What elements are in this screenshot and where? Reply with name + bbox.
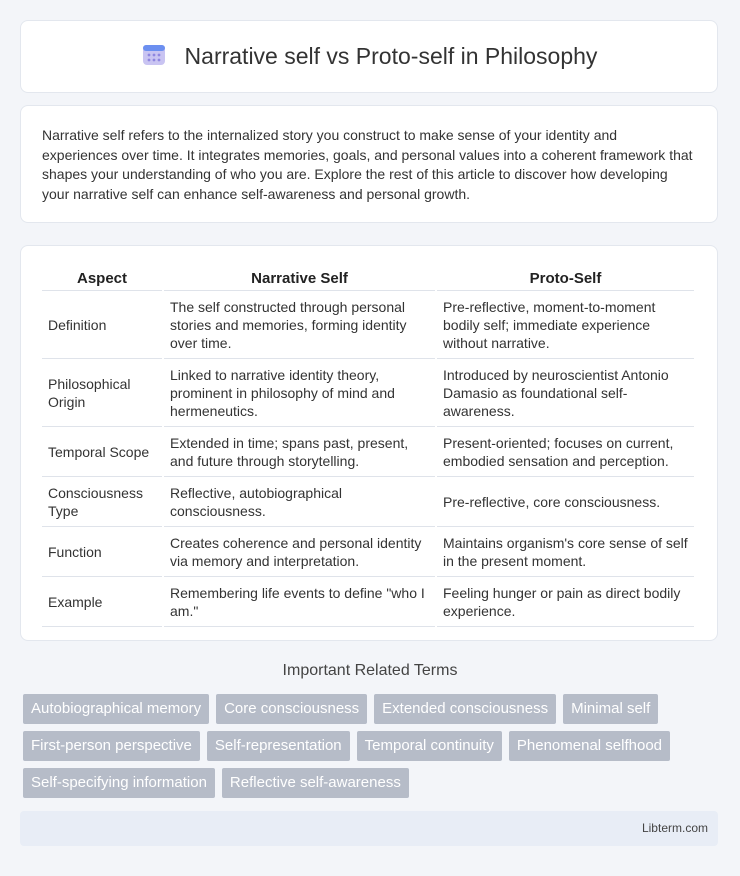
table-cell: Introduced by neuroscientist Antonio Damasio as foundational self-awareness. [437,359,694,427]
table-cell: Function [42,527,162,577]
header-card [20,20,718,93]
calendar-icon [141,41,167,72]
table-cell: Reflective, autobiographical consciousness. [164,477,435,527]
term-tag[interactable]: Self-representation [207,731,350,761]
footer-brand-link[interactable]: Libterm.com [641,821,708,835]
table-cell: Example [42,577,162,627]
table-cell: Feeling hunger or pain as direct bodily experience. [437,577,694,627]
column-header: Proto-Self [437,264,694,291]
table-cell: The self constructed through personal stories and memories, forming identity over time. [164,291,435,359]
comparison-table [40,264,696,627]
term-tag[interactable]: Minimal self [563,694,658,724]
related-terms-list [23,694,723,798]
table-cell: Maintains organism's core sense of self in the present moment. [437,527,694,577]
table-row [42,359,694,427]
table-cell: Pre-reflective, core consciousness. [437,477,694,527]
term-tag[interactable]: Reflective self-awareness [222,768,409,798]
table-row [42,527,694,577]
table-cell: Remembering life events to define "who I am." [164,577,435,627]
table-cell: Philosophical Origin [42,359,162,427]
table-cell: Temporal Scope [42,427,162,477]
column-header: Narrative Self [164,264,435,291]
footer [20,811,718,846]
table-cell: Linked to narrative identity theory, prominent in philosophy of mind and hermeneutics. [164,359,435,427]
table-row [42,427,694,477]
comparison-table-card [20,245,718,641]
term-tag[interactable]: Self-specifying information [23,768,215,798]
table-cell: Consciousness Type [42,477,162,527]
table-row [42,477,694,527]
term-tag[interactable]: First-person perspective [23,731,200,761]
page-title: Narrative self vs Proto-self in Philosophy [184,43,598,69]
table-row [42,291,694,359]
term-tag[interactable]: Autobiographical memory [23,694,209,724]
column-header: Aspect [42,264,162,291]
term-tag[interactable]: Core consciousness [216,694,367,724]
table-cell: Pre-reflective, moment-to-moment bodily self; immediate experience without narrative. [437,291,694,359]
term-tag[interactable]: Extended consciousness [374,694,556,724]
table-header-row [42,264,694,291]
intro-card [20,105,718,223]
table-cell: Definition [42,291,162,359]
table-cell: Creates coherence and personal identity via memory and interpretation. [164,527,435,577]
table-cell: Present-oriented; focuses on current, embodied sensation and perception. [437,427,694,477]
table-cell: Extended in time; spans past, present, and future through storytelling. [164,427,435,477]
related-terms-heading: Important Related Terms [282,662,458,679]
table-row [42,577,694,627]
term-tag[interactable]: Phenomenal selfhood [509,731,670,761]
intro-text: Narrative self refers to the internalized story you construct to make sense of your identity and experiences over time. It integrates memories, goals, and personal values into a coherent framework that shapes your understanding of who you are. Explore the rest of this article to discover how developing your narrative self can enhance self-awareness and personal growth. [42,127,693,202]
term-tag[interactable]: Temporal continuity [357,731,502,761]
